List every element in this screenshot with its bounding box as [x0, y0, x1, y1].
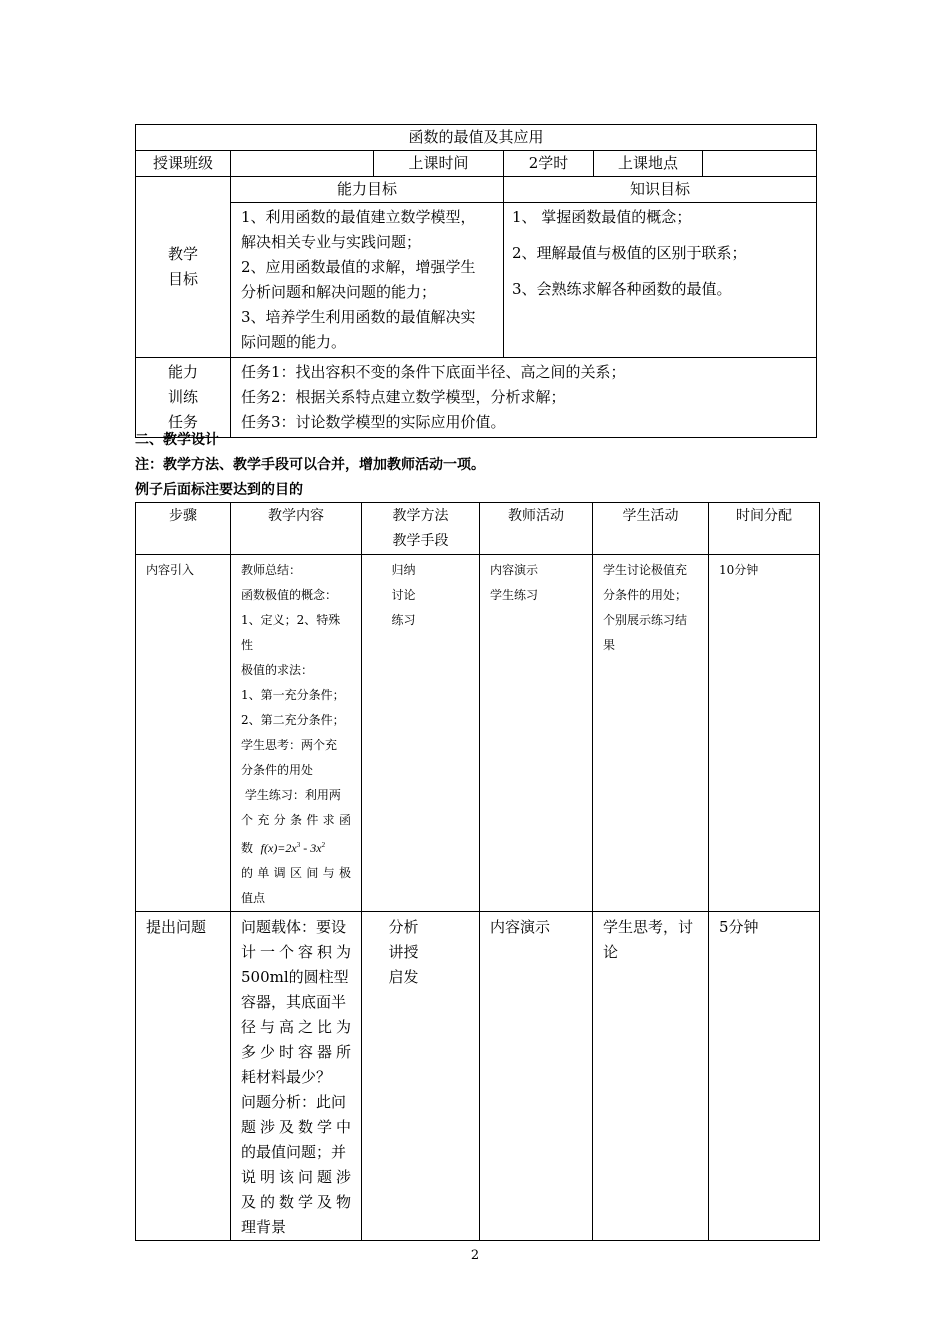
header-teacher: 教师活动 — [480, 503, 593, 555]
content-line: 学生练习：利用两 — [241, 788, 341, 802]
row1-step: 内容引入 — [136, 555, 231, 912]
class-label: 授课班级 — [136, 151, 231, 177]
ability-goal-line: 分析问题和解决问题的能力； — [241, 283, 437, 301]
student-line: 果 — [603, 638, 616, 652]
content-line: 函数极值的概念： — [241, 588, 338, 602]
row1-content — [231, 555, 362, 912]
goals-label-line: 教学 — [167, 245, 198, 263]
time-label: 上课时间 — [374, 151, 504, 177]
formula-mid: - 3x — [300, 841, 322, 855]
formula-exp: 2 — [321, 841, 326, 849]
student-line: 学生讨论极值充 — [603, 563, 688, 577]
teacher-line: 内容演示 — [490, 563, 539, 577]
row2-content — [231, 912, 362, 1241]
content-line: 计一个容积为 — [241, 943, 351, 961]
row2-time: 5分钟 — [709, 912, 820, 1241]
content-line: 教师总结： — [241, 563, 302, 577]
task-line: 任务1：找出容积不变的条件下底面半径、高之间的关系； — [241, 363, 626, 381]
ability-goal-line: 2、应用函数最值的求解，增强学生 — [241, 258, 476, 276]
teacher-line: 学生练习 — [490, 588, 539, 602]
student-line: 学生思考，讨 — [603, 918, 694, 936]
header-student: 学生活动 — [593, 503, 709, 555]
header-time: 时间分配 — [709, 503, 820, 555]
content-line: 耗材料最少？ — [241, 1068, 332, 1086]
header-step: 步骤 — [136, 503, 231, 555]
ability-goals-cell — [231, 203, 504, 358]
method-line: 归纳 — [391, 563, 416, 577]
table-row — [136, 555, 820, 912]
formula — [261, 841, 325, 855]
header-method — [362, 503, 480, 555]
row1-teacher — [480, 555, 593, 912]
example-heading: 例子后面标注要达到的目的 — [135, 482, 303, 498]
design-headings — [135, 428, 485, 503]
content-line: 理背景 — [241, 1218, 287, 1236]
method-line: 练习 — [391, 613, 416, 627]
ability-goal-line: 3、培养学生利用函数的最值解决实 — [241, 308, 476, 326]
method-line: 讲授 — [388, 943, 419, 961]
content-line: 径与高之比为 — [241, 1018, 351, 1036]
course-info-table — [135, 124, 817, 438]
content-line: 及的数学及物 — [241, 1193, 351, 1211]
content-line: 极值的求法： — [241, 663, 314, 677]
task-line: 任务2：根据关系特点建立数学模型，分析求解； — [241, 388, 566, 406]
content-line: 值点 — [241, 891, 266, 905]
content-line: 说明该问题涉 — [241, 1168, 351, 1186]
ability-goal-line: 际问题的能力。 — [241, 333, 347, 351]
place-value — [703, 151, 817, 177]
tasks-label-line: 任务 — [167, 413, 198, 431]
method-line: 启发 — [388, 968, 419, 986]
row2-student — [593, 912, 709, 1241]
content-line: 容器，其底面半 — [241, 993, 347, 1011]
ability-goal-line: 解决相关专业与实践问题； — [241, 233, 422, 251]
note-heading: 注：教学方法、教学手段可以合并，增加教师活动一项。 — [135, 457, 485, 473]
content-line: 的单调区间与极 — [241, 866, 351, 880]
content-line: 问题分析：此问 — [241, 1093, 347, 1111]
class-value — [231, 151, 374, 177]
section-heading: 二、教学设计 — [135, 432, 219, 448]
row2-teacher: 内容演示 — [480, 912, 593, 1241]
content-line: 1、第一充分条件； — [241, 688, 345, 702]
content-line: 多少时容器所 — [241, 1043, 351, 1061]
formula-exp: 3 — [296, 841, 301, 849]
formula-line — [241, 833, 351, 861]
student-line: 论 — [603, 943, 619, 961]
teaching-design-table — [135, 502, 820, 1241]
course-title: 函数的最值及其应用 — [136, 125, 817, 151]
ability-goals-header: 能力目标 — [231, 177, 504, 203]
formula-lhs: f(x)=2x — [260, 841, 297, 855]
knowledge-goal-line: 3、会熟练求解各种函数的最值。 — [512, 280, 732, 298]
row1-methods — [362, 555, 480, 912]
formula-prefix: 数 — [241, 841, 254, 855]
knowledge-goals-cell — [504, 203, 817, 358]
content-line: 2、第二充分条件； — [241, 713, 345, 727]
content-line: 学生思考：两个充 — [241, 738, 338, 752]
content-line: 分条件的用处 — [241, 763, 314, 777]
content-line: 个充分条件求函 — [241, 813, 351, 827]
content-line: 的最值问题；并 — [241, 1143, 347, 1161]
method-line: 分析 — [388, 918, 419, 936]
tasks-label — [136, 358, 231, 438]
place-label: 上课地点 — [594, 151, 703, 177]
row1-student — [593, 555, 709, 912]
row2-step: 提出问题 — [136, 912, 231, 1241]
tasks-cell — [231, 358, 817, 438]
tasks-label-line: 训练 — [167, 388, 198, 406]
content-line: 1、定义；2、特殊性 — [241, 613, 341, 652]
content-line: 问题载体：要设 — [241, 918, 347, 936]
ability-goal-line: 1、利用函数的最值建立数学模型， — [241, 208, 476, 226]
knowledge-goals-header: 知识目标 — [504, 177, 817, 203]
student-line: 分条件的用处； — [603, 588, 688, 602]
table-row — [136, 912, 820, 1241]
row1-time: 10分钟 — [709, 555, 820, 912]
knowledge-goal-line: 1、 掌握函数最值的概念； — [512, 208, 692, 226]
content-line: 500ml的圆柱型 — [241, 968, 349, 986]
header-method-line: 教学手段 — [392, 533, 449, 549]
knowledge-goal-line: 2、理解最值与极值的区别于联系； — [512, 244, 747, 262]
row2-methods — [362, 912, 480, 1241]
header-method-line: 教学方法 — [392, 508, 449, 524]
content-line: 题涉及数学中 — [241, 1118, 351, 1136]
goals-label-line: 目标 — [167, 270, 198, 288]
task-line: 任务3：讨论数学模型的实际应用价值。 — [241, 413, 506, 431]
page-number: 2 — [470, 1248, 480, 1263]
student-line: 个别展示练习结 — [603, 613, 688, 627]
goals-label — [136, 177, 231, 358]
tasks-label-line: 能力 — [167, 363, 198, 381]
hours-value: 2学时 — [504, 151, 594, 177]
header-content: 教学内容 — [231, 503, 362, 555]
method-line: 讨论 — [391, 588, 416, 602]
